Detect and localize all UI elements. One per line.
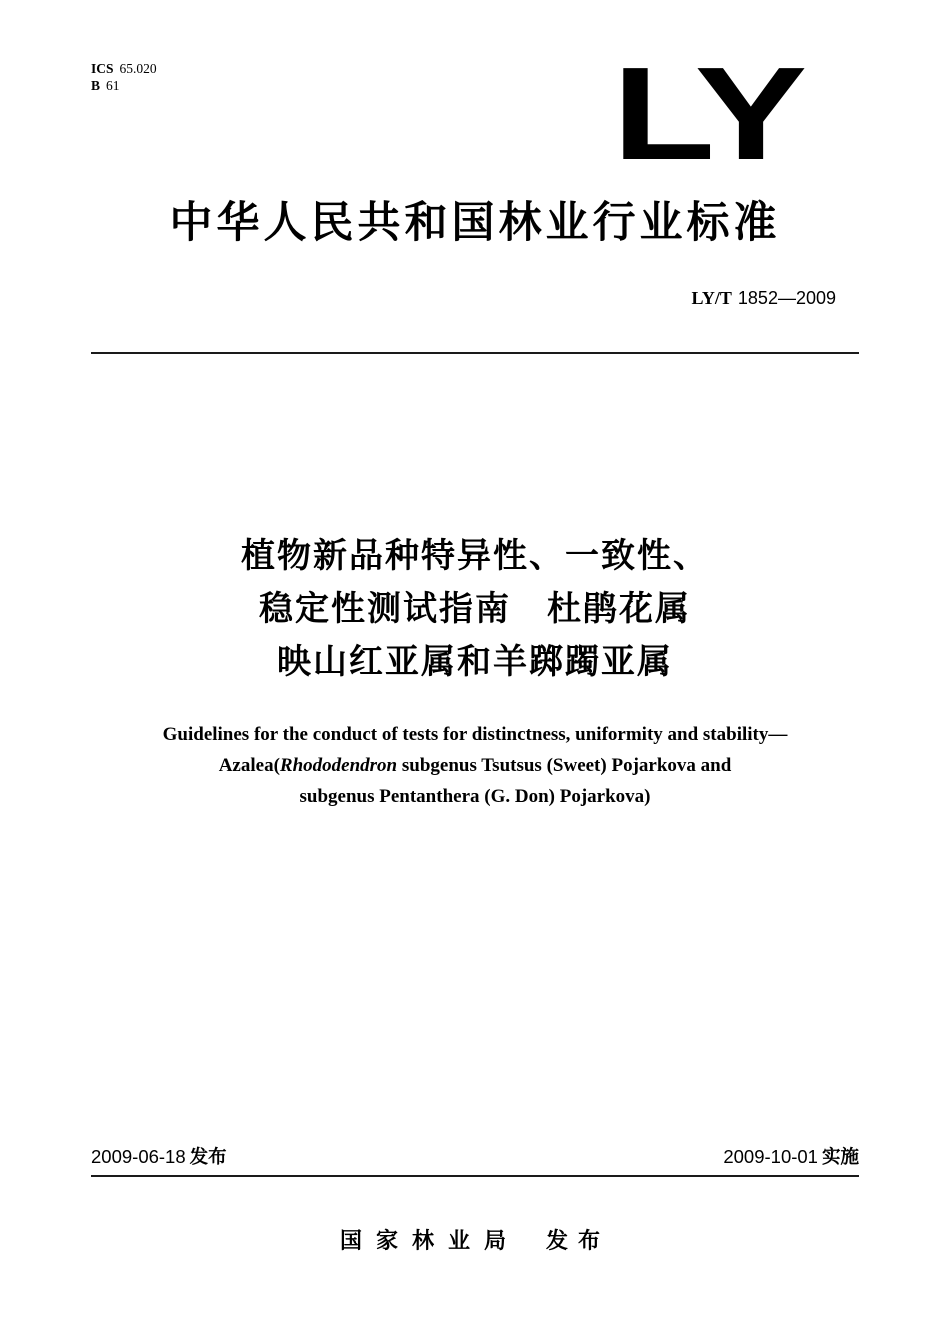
standard-number	[692, 286, 836, 310]
issue-date-label: 发布	[189, 1147, 227, 1168]
english-title-line-3: subgenus Pentanthera (G. Don) Pojarkova)	[299, 786, 651, 807]
class-code: 61	[106, 78, 120, 93]
standard-number-value: 1852—2009	[737, 288, 836, 308]
chinese-title	[0, 530, 950, 689]
publisher-org: 国家林业局	[339, 1229, 520, 1254]
english-title-subgenus-1: subgenus Tsutsus (Sweet) Pojarkova and	[397, 755, 732, 776]
chinese-title-line-1: 植物新品种特异性、一致性、	[241, 536, 709, 576]
ics-code: 65.020	[119, 61, 157, 76]
ics-label: ICS	[91, 61, 114, 76]
classification-block	[91, 60, 157, 94]
issue-date-value: 2009-06-18	[91, 1146, 186, 1167]
class-line	[91, 77, 157, 94]
ics-line	[91, 60, 157, 77]
effective-date-value: 2009-10-01	[723, 1146, 818, 1167]
english-title-line-2	[0, 750, 950, 781]
english-title-genus: Rhododendron	[279, 755, 398, 776]
class-label: B	[91, 78, 101, 93]
chinese-title-line-3: 映山红亚属和羊踯躅亚属	[277, 642, 673, 682]
english-title-azalea: Azalea(	[218, 755, 280, 776]
chinese-title-line-2: 稳定性测试指南 杜鹃花属	[259, 589, 691, 629]
english-title-line-1: Guidelines for the conduct of tests for distinctness, uniformity and stability—	[162, 724, 788, 745]
effective-date-label: 实施	[821, 1147, 859, 1168]
top-divider	[91, 352, 859, 354]
publisher-action: 发布	[546, 1229, 611, 1254]
standard-number-prefix: LY/T	[691, 288, 732, 308]
issue-date	[91, 1145, 227, 1170]
effective-date	[723, 1145, 859, 1170]
publisher-line	[0, 1228, 950, 1256]
standard-title: 中华人民共和国林业行业标准	[169, 198, 781, 248]
bottom-divider	[91, 1175, 859, 1177]
ly-logo: LY	[612, 40, 803, 187]
english-title	[0, 719, 950, 812]
